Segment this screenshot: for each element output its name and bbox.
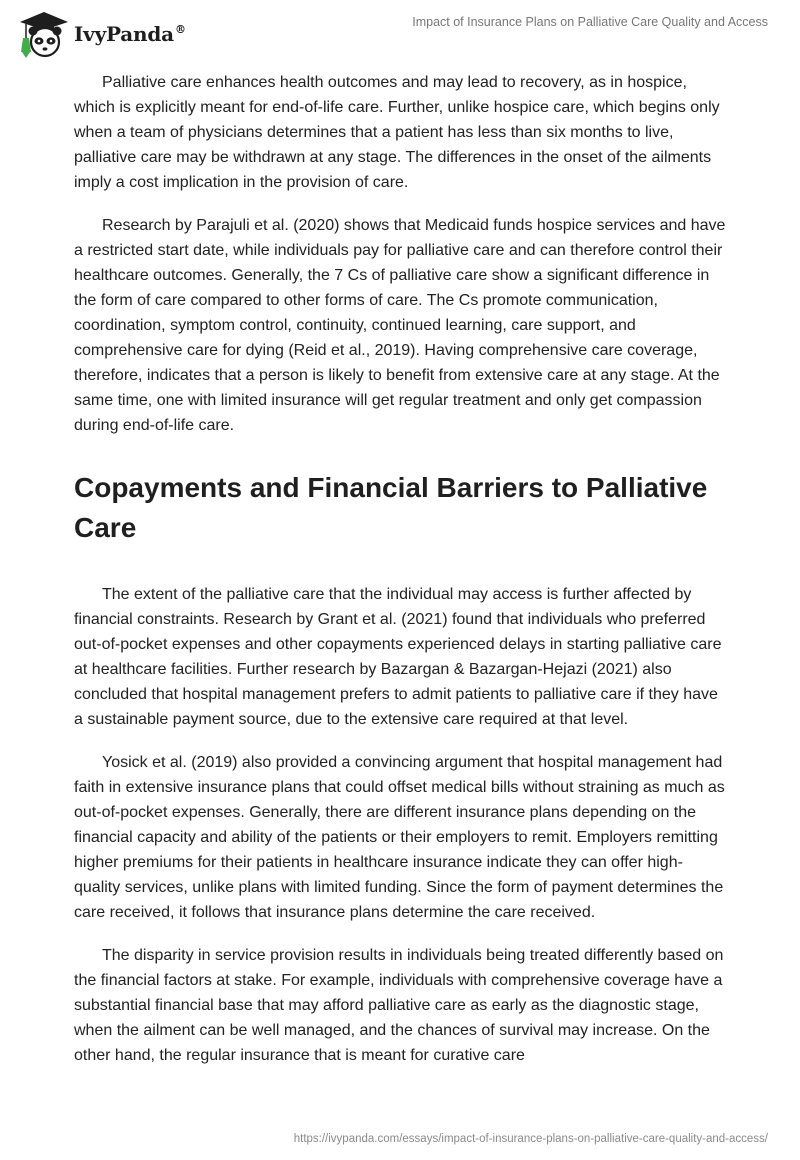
paragraph: Yosick et al. (2019) also provided a convincing argument that hospital management had faith in extensive insurance plans that could offset medical bills without straining as much as out-of-pocket expenses. Generally, there are different insurance plans depending on the financial capacity and ability of the patients or their employers to remit. Employers remitting higher premiums for their patients in healthcare insurance indicate they can offer high-quality services, unlike plans with limited funding. Since the form of payment determines the care received, it follows that insurance plans determine the care received.	[74, 754, 725, 921]
paragraph: Research by Parajuli et al. (2020) shows that Medicaid funds hospice services and have a restricted start date, while individuals pay for palliative care and can therefore control their healthcare outcomes. Generally, the 7 Cs of palliative care show a significant difference in the form of care compared to other forms of care. The Cs promote communication, coordination, symptom control, continuity, continued learning, care support, and comprehensive care for dying (Reid et al., 2019). Having comprehensive care coverage, therefore, indicates that a person is likely to benefit from extensive care at any stage. At the same time, one with limited insurance will get regular treatment and only get compassion during end-of-life care.	[74, 217, 726, 434]
paragraph: The disparity in service provision results in individuals being treated differently based on the financial factors at stake. For example, individuals with comprehensive coverage have a substantial financial base that may afford palliative care as early as the diagnostic stage, when the ailment can be well managed, and the chances of survival may increase. On the other hand, the regular insurance that is meant for curative care	[74, 947, 724, 1064]
paragraph: Palliative care enhances health outcomes and may lead to recovery, as in hospice, which is explicitly meant for end-of-life care. Further, unlike hospice care, which begins only when a team of physicians determines that a patient has less than six months to live, palliative care may be withdrawn at any stage. The differences in the onset of the ailments imply a cost implication in the provision of care.	[74, 74, 720, 191]
source-url[interactable]: https://ivypanda.com/essays/impact-of-insurance-plans-on-palliative-care-quality-and-access/	[293, 1133, 768, 1145]
essay-body	[74, 70, 728, 1086]
paragraph: The extent of the palliative care that the individual may access is further affected by financial constraints. Research by Grant et al. (2021) found that individuals who preferred out-of-pocket expenses and other copayments experienced delays in starting palliative care at healthcare facilities. Further research by Bazargan & Bazargan-Hejazi (2021) also concluded that hospital management prefers to admit patients to palliative care if they have a sustainable payment source, due to the extensive care required at that level.	[74, 586, 722, 728]
ivypanda-logo[interactable]	[14, 8, 186, 60]
panda-graduate-icon	[14, 8, 70, 60]
logo-wordmark: IvyPanda®	[74, 22, 186, 46]
page-header	[0, 0, 800, 60]
section-heading: Copayments and Financial Barriers to Palliative Care	[74, 472, 708, 543]
document-title: Impact of Insurance Plans on Palliative Care Quality and Access	[412, 15, 768, 29]
